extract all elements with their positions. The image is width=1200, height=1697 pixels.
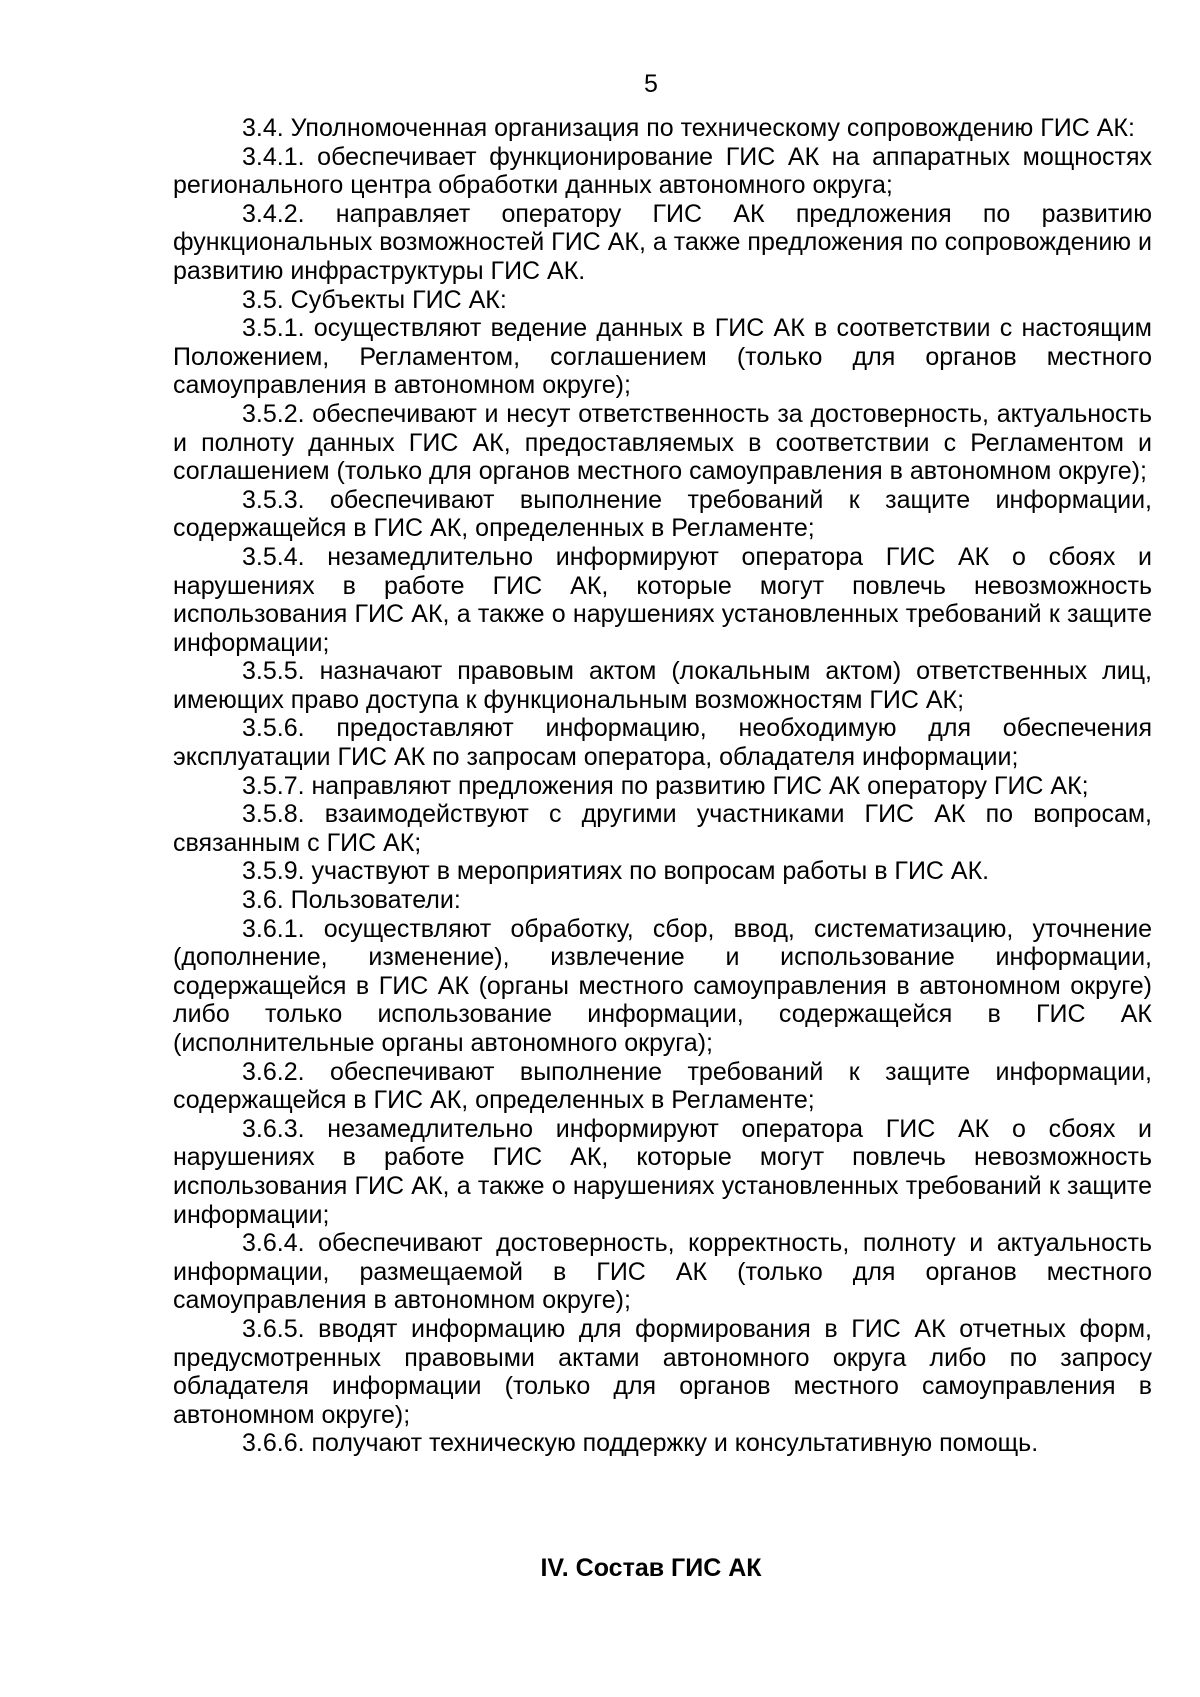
- paragraph-3-6-1: 3.6.1. осуществляют обработку, сбор, ввод, систематизацию, уточнение (дополнение, изменение), извлечение и использование информации, содержащейся в ГИС АК (органы местного самоуправления в автономном округе) либо только использование информации, содержащейся в ГИС АК (исполнительные органы автономного округа);: [173, 914, 1152, 1057]
- paragraph-3-4-1: 3.4.1. обеспечивает функционирование ГИС АК на аппаратных мощностях регионального центра обработки данных автономного округа;: [173, 142, 1152, 200]
- paragraph-3-5-6: 3.5.6. предоставляют информацию, необходимую для обеспечения эксплуатации ГИС АК по запросам оператора, обладателя информации;: [173, 714, 1152, 772]
- paragraph-3-5: 3.5. Субъекты ГИС АК:: [242, 285, 507, 314]
- paragraph-3-6-3: 3.6.3. незамедлительно информируют оператора ГИС АК о сбоях и нарушениях в работе ГИС АК, которые могут повлечь невозможность использования ГИС АК, а также о нарушениях установленных требований к защите информации;: [173, 1114, 1152, 1229]
- paragraph-3-5-9: 3.5.9. участвуют в мероприятиях по вопросам работы в ГИС АК.: [242, 857, 990, 886]
- paragraph-3-5-8: 3.5.8. взаимодействуют с другими участниками ГИС АК по вопросам, связанным с ГИС АК;: [173, 800, 1152, 857]
- paragraph-3-5-4: 3.5.4. незамедлительно информируют оператора ГИС АК о сбоях и нарушениях в работе ГИС АК, которые могут повлечь невозможность использования ГИС АК, а также о нарушениях установленных требований к защите информации;: [173, 542, 1152, 657]
- paragraph-3-4-2: 3.4.2. направляет оператору ГИС АК предложения по развитию функциональных возможностей ГИС АК, а также предложения по сопровождению и развитию инфраструктуры ГИС АК.: [173, 199, 1152, 285]
- section-heading: IV. Состав ГИС АК: [540, 1554, 762, 1582]
- paragraph-3-6-4: 3.6.4. обеспечивают достоверность, корректность, полноту и актуальность информации, размещаемой в ГИС АК (только для органов местного самоуправления в автономном округе);: [173, 1229, 1152, 1315]
- page-number: 5: [644, 70, 658, 98]
- document-body: [173, 114, 1152, 1458]
- paragraph-3-5-2: 3.5.2. обеспечивают и несут ответственность за достоверность, актуальность и полноту данных ГИС АК, предоставляемых в соответствии с Регламентом и соглашением (только для органов местного самоуправления в автономном округе);: [173, 399, 1152, 486]
- paragraph-3-6-2: 3.6.2. обеспечивают выполнение требований к защите информации, содержащейся в ГИС АК, определенных в Регламенте;: [173, 1057, 1152, 1115]
- paragraph-3-6-6: 3.6.6. получают техническую поддержку и консультативную помощь.: [242, 1429, 1039, 1458]
- paragraph-3-6-5: 3.6.5. вводят информацию для формирования в ГИС АК отчетных форм, предусмотренных правовыми актами автономного округа либо по запросу обладателя информации (только для органов местного самоуправления в автономном округе);: [173, 1314, 1152, 1429]
- paragraph-3-5-7: 3.5.7. направляют предложения по развитию ГИС АК оператору ГИС АК;: [242, 771, 1089, 800]
- paragraph-3-6: 3.6. Пользователи:: [242, 886, 461, 915]
- paragraph-3-5-5: 3.5.5. назначают правовым актом (локальным актом) ответственных лиц, имеющих право доступа к функциональным возможностям ГИС АК;: [173, 657, 1152, 714]
- paragraph-3-4: 3.4. Уполномоченная организация по техническому сопровождению ГИС АК:: [242, 114, 1135, 142]
- paragraph-3-5-1: 3.5.1. осуществляют ведение данных в ГИС АК в соответствии с настоящим Положением, Регламентом, соглашением (только для органов местного самоуправления в автономном округе);: [173, 314, 1152, 400]
- paragraph-3-5-3: 3.5.3. обеспечивают выполнение требований к защите информации, содержащейся в ГИС АК, определенных в Регламенте;: [173, 485, 1152, 543]
